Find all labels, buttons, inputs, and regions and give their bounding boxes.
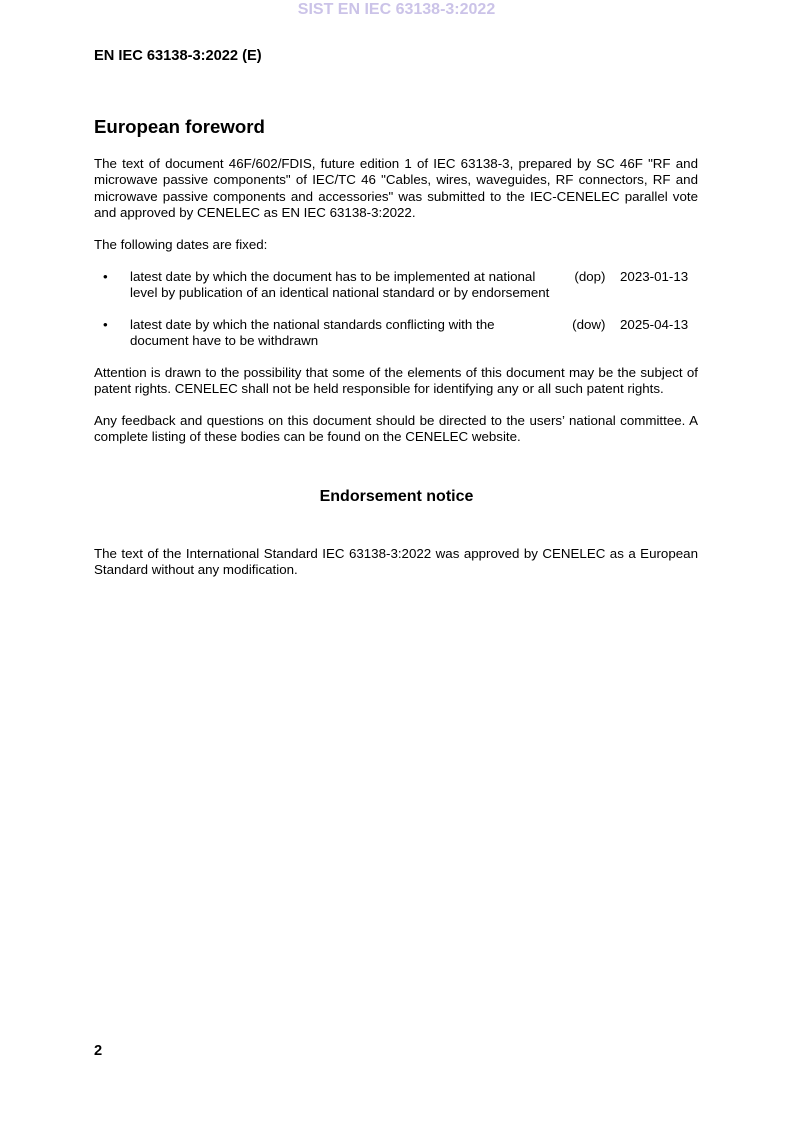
date-item-code: (dop) (574, 268, 606, 284)
intro-line: microwave passive components and accessories" was submitted to the IEC-CENELEC parallel vote (94, 188, 698, 204)
date-item-date: 2025-04-13 (620, 316, 689, 332)
watermark: SIST EN IEC 63138-3:2022 (297, 1, 496, 18)
bullet-icon: • (103, 316, 108, 332)
date-item-line: latest date by which the document has to be implemented at national (130, 268, 536, 284)
date-item-line: level by publication of an identical national standard or by endorsement (130, 284, 550, 300)
intro-line: The text of document 46F/602/FDIS, future edition 1 of IEC 63138-3, prepared by SC 46F "RF and (94, 156, 698, 171)
feedback-line: Any feedback and questions on this document should be directed to the users’ national committee. A (94, 412, 698, 428)
date-item-dow (94, 317, 698, 350)
date-item-description (130, 317, 560, 350)
date-item-date: 2023-01-13 (620, 268, 689, 284)
endorsement-line: Standard without any modification. (94, 561, 298, 577)
dates-intro-text: The following dates are fixed: (94, 236, 268, 252)
bullet-icon: • (103, 268, 108, 284)
intro-line: microwave passive components" of IEC/TC 46 "Cables, wires, waveguides, RF connectors, RF and (94, 172, 698, 188)
dates-intro (94, 237, 698, 253)
date-item-description (130, 269, 560, 302)
date-item-line: latest date by which the national standards conflicting with the (130, 316, 495, 332)
page-number: 2 (94, 1042, 103, 1059)
date-item-code: (dow) (572, 316, 606, 332)
feedback-line: complete listing of these bodies can be found on the CENELEC website. (94, 428, 521, 444)
endorsement-paragraph (94, 546, 698, 579)
date-item-line: document have to be withdrawn (130, 332, 319, 348)
patent-line: patent rights. CENELEC shall not be held responsible for identifying any or all such patent rights. (94, 380, 664, 396)
patent-line: Attention is drawn to the possibility that some of the elements of this document may be the subject of (94, 364, 698, 380)
document-id-header: EN IEC 63138-3:2022 (E) (94, 48, 262, 64)
intro-line: and approved by CENELEC as EN IEC 63138-3:2022. (94, 204, 416, 220)
foreword-intro-paragraph (94, 156, 698, 221)
endorsement-title: Endorsement notice (319, 487, 474, 505)
patent-paragraph (94, 365, 698, 398)
date-item-dop (94, 269, 698, 302)
foreword-title: European foreword (94, 115, 265, 137)
feedback-paragraph (94, 413, 698, 446)
endorsement-line: The text of the International Standard IEC 63138-3:2022 was approved by CENELEC as a European (94, 545, 698, 561)
